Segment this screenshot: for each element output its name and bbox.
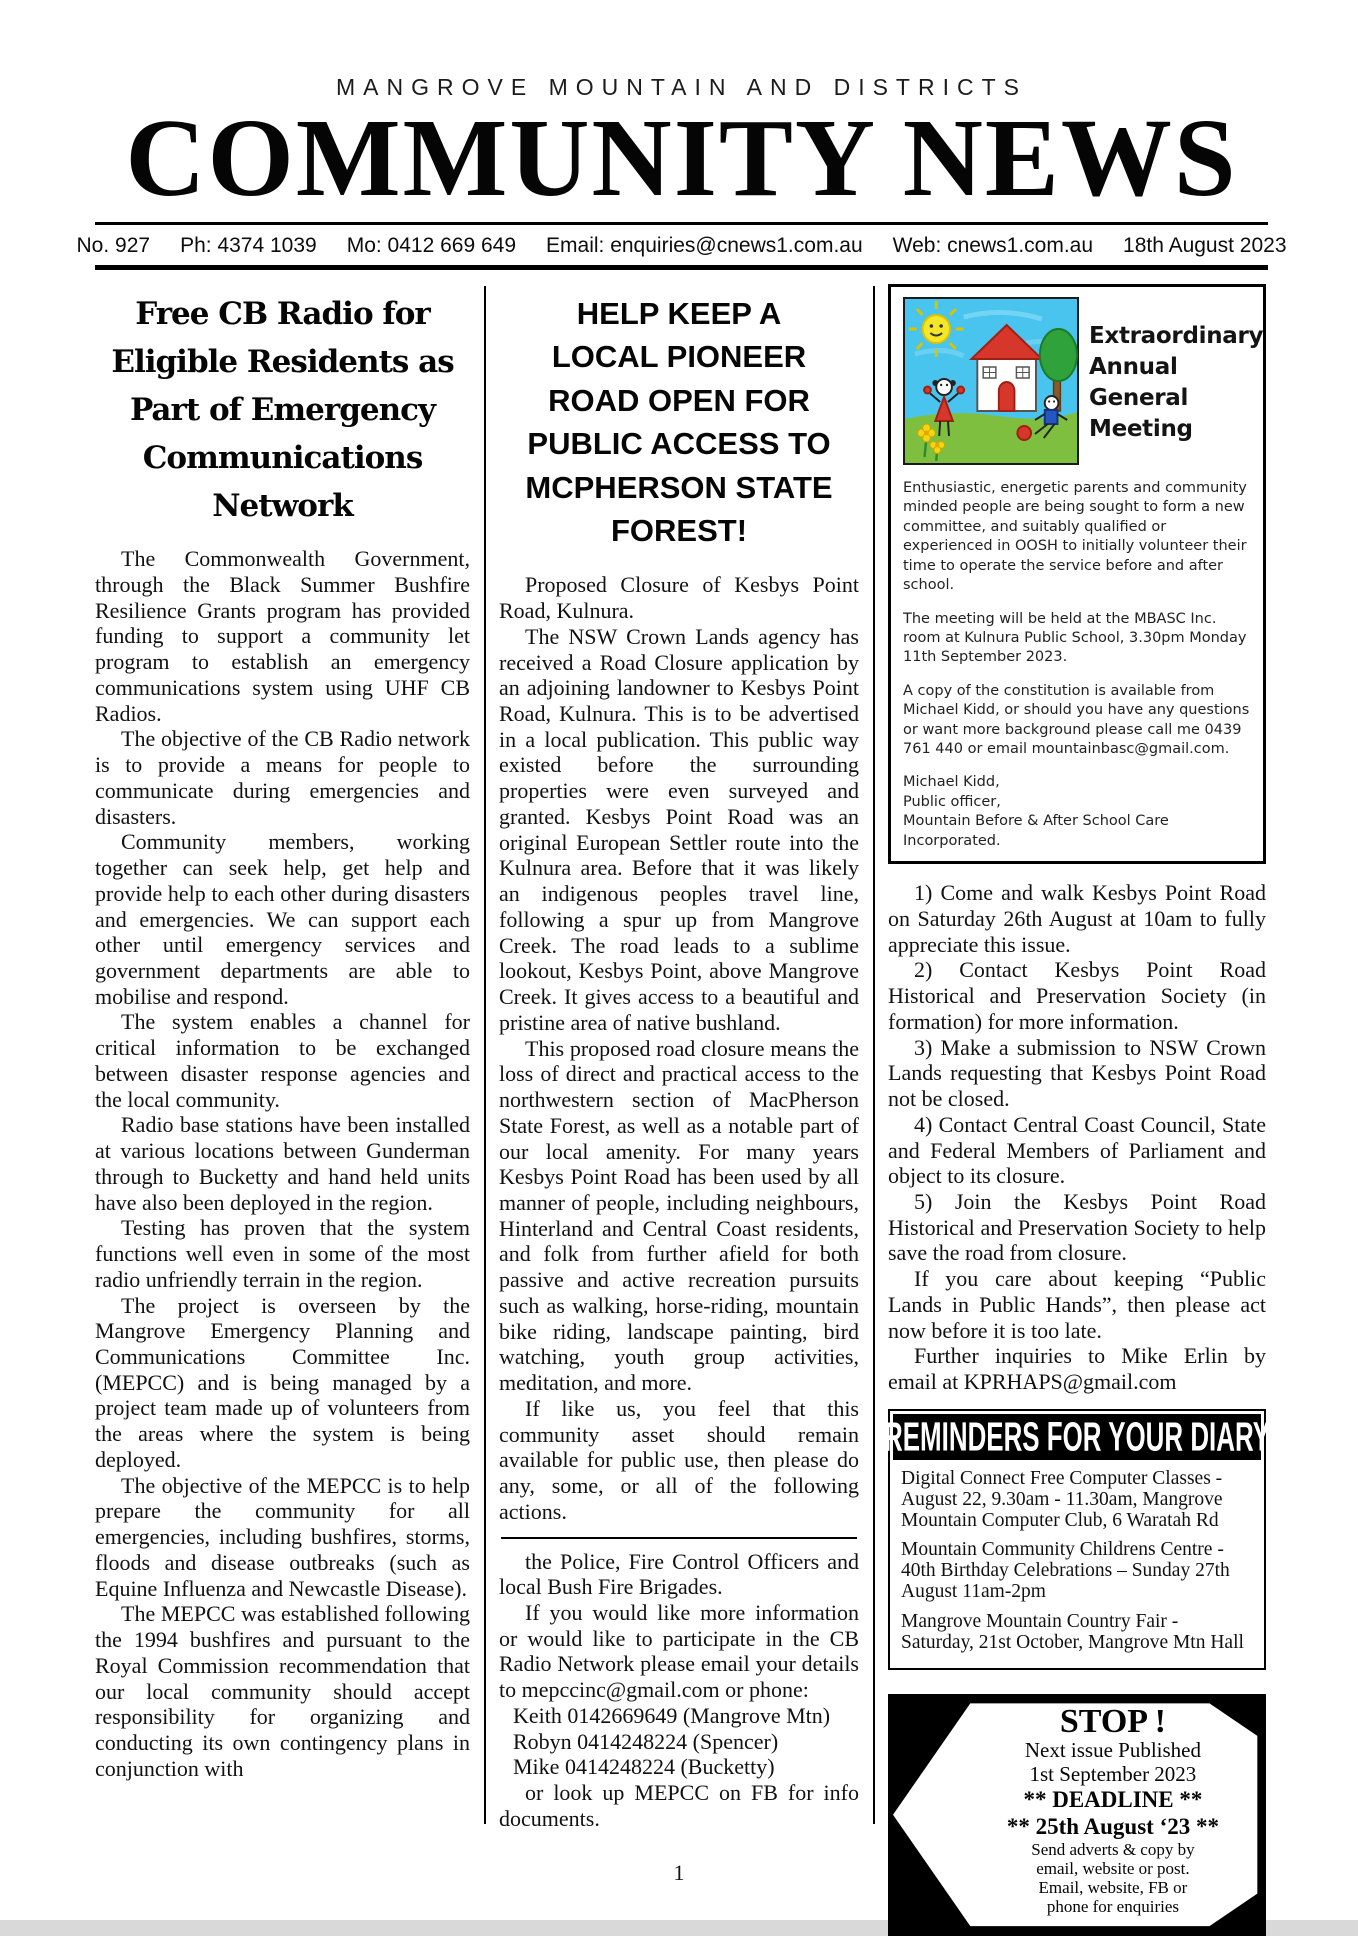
agm-paragraph: The meeting will be held at the MBASC Inc. room at Kulnura Public School, 3.30pm Monday 11th September 2023.: [903, 610, 1247, 666]
reminders-box: [884, 1409, 1270, 1670]
agm-ad-box: [888, 284, 1266, 864]
article-paragraph: or look up MEPCC on FB for info documents.: [499, 1780, 859, 1831]
column-divider-right: [873, 286, 875, 1824]
agm-signature-line: Public officer,: [903, 793, 1001, 810]
masthead-tagline: MANGROVE MOUNTAIN AND DISTRICTS: [336, 74, 1027, 100]
paper-title: COMMUNITY NEWS: [125, 97, 1238, 220]
agm-signature-line: Michael Kidd,: [903, 774, 1000, 791]
article-continuation-separator: [501, 1537, 857, 1539]
article-paragraph: the Police, Fire Control Officers and local Bush Fire Brigades.: [499, 1548, 859, 1600]
stop-box-content: [979, 1704, 1247, 1928]
contact-line: Robyn 0414248224 (Spencer): [513, 1728, 779, 1754]
stop-box-line: Next issue Published: [1024, 1738, 1201, 1763]
headline-line: Eligible Residents as: [111, 344, 454, 381]
article-paragraph: The system enables a channel for critical information to be exchanged between disaster response agencies and the local community.: [95, 1009, 470, 1112]
contact-line: Mike 0414248224 (Bucketty): [513, 1754, 775, 1780]
article-paragraph: Testing has proven that the system functions well even in some of the most radio unfriendly terrain in the region.: [95, 1215, 470, 1292]
agm-ad-body: [903, 479, 1251, 759]
article-paragraph: Community members, working together can seek help, get help and provide help to each other during disasters and emergencies. We can support each other until emergency services and government departments are able to mobilise and respond.: [95, 829, 470, 1009]
article-paragraph: This proposed road closure means the loss of direct and practical access to the northwestern section of MacPherson State Forest, as well as a notable part of our local amenity. For many years Kesbys Point Road has been used by all manner of people, including neighbours, Hinterland and Central Coast residents, and folk from further afield for both passive and active recreation pursuits such as walking, horse-riding, mountain bike riding, landscape painting, bird watching, youth group activities, meditation, and more.: [499, 1035, 859, 1396]
agm-title-line: Annual: [1089, 354, 1178, 381]
article-paragraph: If like us, you feel that this community asset should remain available for public use, then please do any, some, or all of the following actions.: [499, 1395, 859, 1524]
article-paragraph: The objective of the CB Radio network is to provide a means for people to communicate during emergencies and disasters.: [95, 726, 470, 829]
action-item: If you care about keeping “Public Lands in Public Hands”, then please act now before it is too late.: [888, 1266, 1266, 1343]
headline-line: Part of Emergency: [129, 392, 436, 429]
reminders-header-bar: [884, 1413, 1270, 1460]
headline-line: ROAD OPEN FOR: [548, 382, 810, 418]
reminders-title: REMINDERS FOR YOUR DIARY: [884, 1413, 1270, 1460]
cb-radio-body: [95, 546, 470, 1781]
headline-line: Network: [212, 488, 353, 525]
email-address: Email: enquiries@cnews1.com.au: [546, 233, 863, 257]
cb-radio-continuation: [499, 1549, 859, 1703]
article-paragraph: The MEPCC was established following the 1994 bushfires and pursuant to the Royal Commission recommendation that our local community should accept responsibility for organizing and conducting its own contingency plans in conjunction with: [95, 1601, 470, 1781]
action-item: 4) Contact Central Coast Council, State and Federal Members of Parliament and object to its closure.: [888, 1111, 1266, 1189]
stop-box-published: [979, 1739, 1247, 1786]
agm-title-line: Meeting: [1089, 416, 1193, 443]
reminder-item: Mangrove Mountain Country Fair - Saturday, 21st October, Mangrove Mtn Hall: [901, 1611, 1244, 1653]
headline-line: HELP KEEP A: [576, 296, 782, 331]
article-paragraph: If you would like more information or would like to participate in the CB Radio Network please email your details to mepccinc@gmail.com or phone:: [499, 1599, 859, 1703]
stop-box-line: phone for enquiries: [1046, 1897, 1179, 1917]
agm-paragraph: A copy of the constitution is available from Michael Kidd, or should you have any questions or want more background please call me 0439 761 440 or email mountainbasc@gmail.com.: [903, 682, 1250, 758]
masthead-rule-bottom: [95, 265, 1268, 270]
action-item: Further inquiries to Mike Erlin by email at KPRHAPS@gmail.com: [888, 1343, 1266, 1395]
article-paragraph: The objective of the MEPCC is to help prepare the community for all emergencies, including bushfires, storms, floods and disease outbreaks (such as Equine Influenza and Newcastle Disease).: [95, 1472, 470, 1601]
headline-line: MCPHERSON STATE: [525, 469, 833, 505]
contact-line: Keith 0142669649 (Mangrove Mtn): [513, 1702, 831, 1728]
article-paragraph: Radio base stations have been installed at various locations between Gunderman through to Bucketty and hand held units have also been deployed in the region.: [95, 1112, 470, 1215]
article-paragraph: The Commonwealth Government, through the Black Summer Bushfire Resilience Grants program has provided funding to support a community let program to establish an emergency communications system using UHF CB Radios.: [95, 546, 470, 726]
stop-box-deadline: [979, 1787, 1247, 1840]
agm-signature-line: Mountain Before & After School Care Incorporated.: [903, 813, 1169, 849]
agm-ad-signature: [903, 773, 1251, 851]
reminder-item: Mountain Community Childrens Centre - 40th Birthday Celebrations – Sunday 27th August 11am-2pm: [901, 1539, 1230, 1603]
stop-box-line: ** 25th August ‘23 **: [1006, 1813, 1219, 1839]
agm-title-line: Extraordinary: [1089, 323, 1264, 349]
stop-box-line: Email, website, FB or: [1038, 1878, 1188, 1898]
agm-ad-header: [903, 297, 1264, 465]
masthead: [76, 0, 1287, 270]
kesbys-road-body: [499, 572, 859, 1524]
page-columns: [95, 284, 1270, 1917]
reminders-item-list: [893, 1460, 1261, 1665]
agm-paragraph: Enthusiastic, energetic parents and community minded people are being sought to form a new committee, and suitably qualified or experienced in OOSH to initially volunteer their time to operate the service before and after school.: [903, 480, 1247, 594]
web-address: Web: cnews1.com.au: [892, 233, 1094, 257]
stop-box: [888, 1694, 1266, 1936]
cb-radio-contact-list: [499, 1703, 859, 1780]
stop-box-notes: [979, 1840, 1247, 1916]
article-cb-radio: [95, 284, 470, 1936]
childrens-drawing: [903, 297, 1079, 465]
cb-radio-headline: [95, 290, 470, 530]
issue-number: No. 927: [76, 233, 151, 257]
stop-box-line: Send adverts & copy by: [1031, 1840, 1195, 1860]
stop-box-line: email, website or post.: [1036, 1859, 1190, 1879]
headline-line: LOCAL PIONEER: [551, 339, 807, 375]
kesbys-road-headline: [499, 292, 859, 552]
cb-radio-continuation-end: [499, 1780, 859, 1831]
masthead-infobar: [76, 225, 1287, 265]
headline-line: Communications: [142, 440, 423, 477]
issue-date: 18th August 2023: [1123, 233, 1287, 257]
mobile-number: Mo: 0412 669 649: [346, 233, 517, 257]
article-paragraph: The NSW Crown Lands agency has received a Road Closure application by an adjoining landowner to Kesbys Point Road, Kulnura. This is to be advertised in a local publication. This public way existed before the surrounding properties were even surveyed and granted. Kesbys Point Road was an original European Settler route into the Kulnura area. Before that it was likely an indigenous peoples travel line, following a spur up from Mangrove Creek. The road leads to a sublime lookout, Kesbys Point, above Mangrove Creek. It gives access to a beautiful and pristine area of native bushland.: [499, 623, 859, 1035]
agm-title-line: General: [1089, 385, 1189, 412]
ball: [1017, 426, 1031, 440]
article-kesbys-road: [499, 284, 859, 1936]
stop-box-title: STOP !: [1059, 1702, 1166, 1740]
headline-line: FOREST!: [610, 512, 748, 548]
column-divider-left: [484, 286, 486, 1824]
action-item: 1) Come and walk Kesbys Point Road on Saturday 26th August at 10am to fully appreciate this issue.: [888, 880, 1266, 957]
agm-ad-title: [1089, 297, 1263, 465]
stop-box-line: 1st September 2023: [1029, 1762, 1197, 1787]
headline-line: PUBLIC ACCESS TO: [527, 426, 831, 462]
headline-line: Free CB Radio for: [135, 296, 430, 332]
action-item: 5) Join the Kesbys Point Road Historical and Preservation Society to help save the road from closure.: [888, 1188, 1266, 1266]
right-column: [884, 284, 1270, 1936]
kesbys-action-list: [888, 880, 1266, 1395]
article-paragraph: The project is overseen by the Mangrove Emergency Planning and Communications Committee Inc. (MEPCC) and is being managed by a project team made up of volunteers from the areas where the system is being deployed.: [95, 1292, 470, 1472]
phone-number: Ph: 4374 1039: [180, 233, 317, 257]
reminder-item: Digital Connect Free Computer Classes - August 22, 9.30am - 11.30am, Mangrove Mountain Computer Club, 6 Waratah Rd: [901, 1467, 1223, 1531]
page-number: 1: [673, 1859, 685, 1885]
stop-box-line: ** DEADLINE **: [1023, 1786, 1203, 1812]
childrens-drawing-art: [905, 299, 1077, 463]
action-item: 2) Contact Kesbys Point Road Historical and Preservation Society (in formation) for more information.: [888, 957, 1266, 1034]
action-item: 3) Make a submission to NSW Crown Lands requesting that Kesbys Point Road not be closed.: [888, 1034, 1266, 1112]
article-paragraph: Proposed Closure of Kesbys Point Road, Kulnura.: [499, 572, 859, 624]
